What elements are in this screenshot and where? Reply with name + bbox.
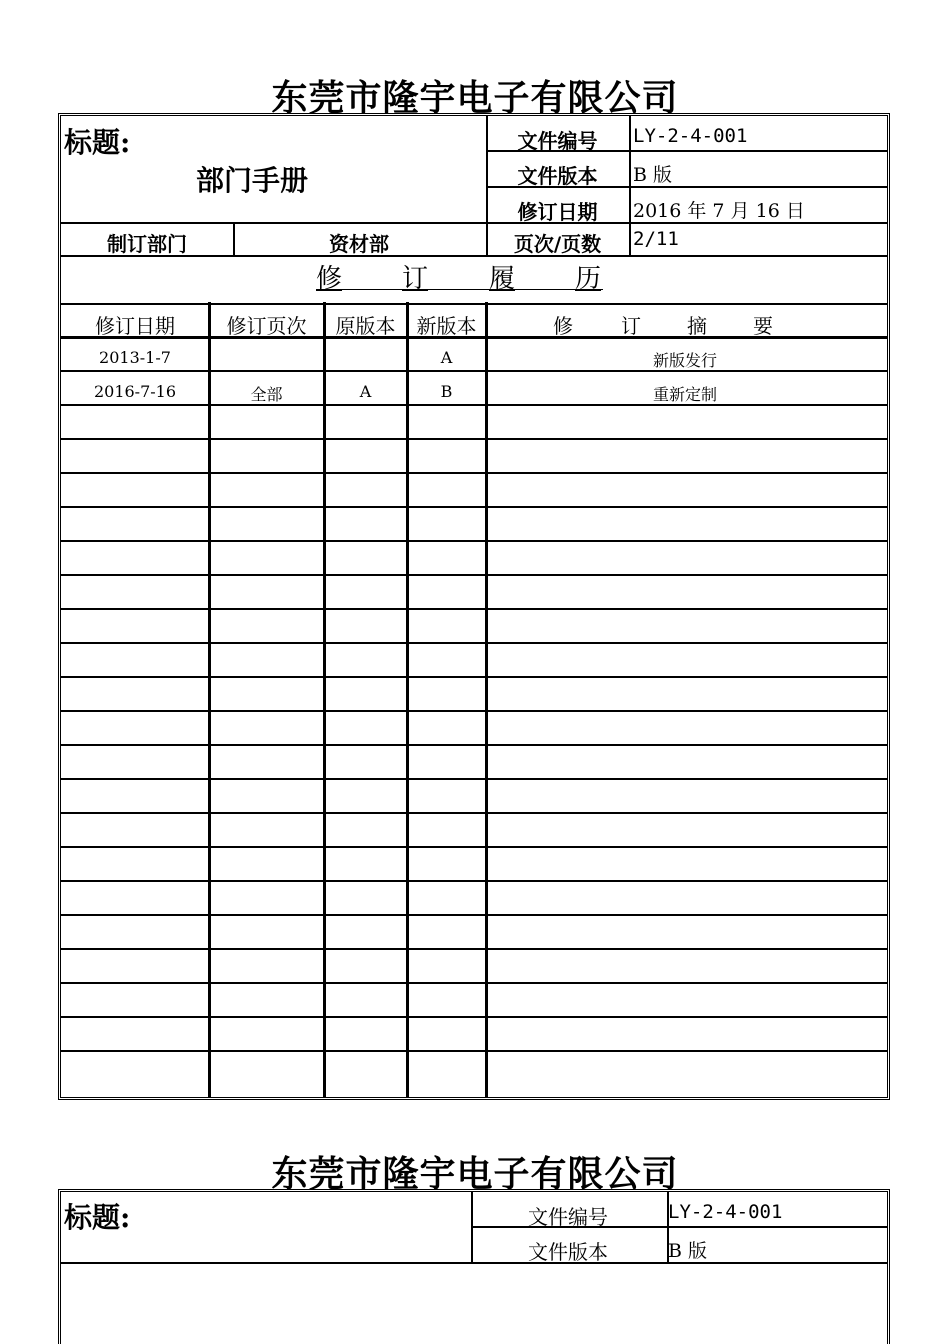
col-old-version: 原版本	[335, 314, 396, 338]
revision-date-value: 2016 年 7 月 16 日	[633, 200, 805, 222]
revision-history-title-char-2: 订	[402, 264, 429, 294]
title-label-page2: 标题:	[64, 1201, 131, 1234]
revision-history-title-char-1: 修	[316, 264, 343, 294]
revision-history-title-char-4: 历	[575, 264, 602, 294]
file-version-value-page2: B 版	[668, 1240, 708, 1262]
file-version-label-page2: 文件版本	[528, 1240, 608, 1264]
col-summary-char-4: 要	[753, 314, 773, 338]
col-summary-char-2: 订	[621, 314, 641, 338]
file-number-label: 文件编号	[517, 129, 598, 153]
col-summary-char-3: 摘	[687, 314, 707, 338]
company-title-page2: 东莞市隆宇电子有限公司	[271, 1153, 679, 1195]
file-version-value: B 版	[633, 164, 673, 186]
page-count-label: 页次/页数	[513, 232, 602, 256]
row2-old-version: A	[359, 382, 372, 401]
document-title: 部门手册	[196, 164, 309, 197]
col-new-version: 新版本	[416, 314, 477, 338]
company-title: 东莞市隆宇电子有限公司	[271, 77, 679, 119]
file-number-value: LY-2-4-001	[633, 125, 748, 147]
revision-history-title-char-3: 履	[489, 264, 516, 294]
row1-summary: 新版发行	[652, 351, 717, 370]
row2-pages: 全部	[250, 385, 283, 404]
page-count-value: 2/11	[633, 228, 679, 250]
col-summary-char-1: 修	[553, 314, 573, 338]
dept-value: 资材部	[329, 232, 389, 256]
row2-date: 2016-7-16	[93, 382, 177, 401]
file-number-value-page2: LY-2-4-001	[668, 1201, 783, 1223]
row2-summary: 重新定制	[652, 385, 717, 404]
col-revision-pages: 修订页次	[226, 314, 307, 338]
row1-new-version: A	[440, 348, 453, 367]
title-label: 标题:	[64, 126, 131, 159]
dept-label: 制订部门	[107, 232, 187, 256]
file-number-label-page2: 文件编号	[528, 1205, 608, 1229]
file-version-label: 文件版本	[517, 164, 598, 188]
col-revision-date: 修订日期	[95, 314, 175, 338]
revision-table	[61, 302, 887, 1097]
revision-date-label: 修订日期	[517, 200, 598, 224]
row2-new-version: B	[440, 382, 453, 401]
row1-date: 2013-1-7	[99, 348, 171, 367]
